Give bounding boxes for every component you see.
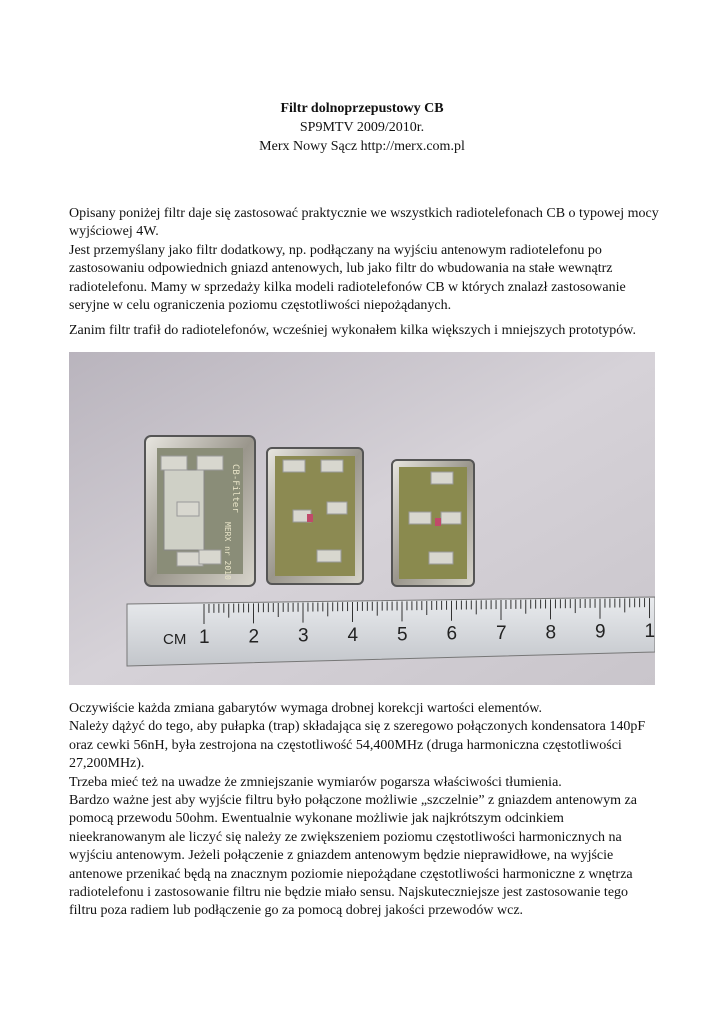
ruler-number: 4: [347, 625, 359, 647]
ruler-number: 9: [595, 621, 606, 643]
prototypes-paragraph: Zanim filtr trafił do radiotelefonów, wcześniej wykonałem kilka większych i mniejszych prototypów.: [69, 323, 636, 338]
filter-prototype-small: [392, 460, 474, 586]
body-sentence-1: Oczywiście każda zmiana gabarytów wymaga drobnej korekcji wartości elementów.: [69, 701, 542, 716]
board-label-cb-filter: CB-Filter: [230, 464, 240, 513]
ruler-unit-label: CM: [163, 631, 187, 648]
body-sentence-2: Należy dążyć do tego, aby pułapka (trap) składająca się z szeregowo połączonych kondensatora 140pF oraz cewki 56nH, była zestrojona na częstotliwość 54,400MHz (druga harmoniczna częstotliwości 27,200MHz).: [69, 719, 646, 772]
intro-paragraph: [69, 205, 659, 315]
document-title: Filtr dolnoprzepustowy CB: [280, 101, 444, 116]
intro-sentence-1: Opisany poniżej filtr daje się zastosować praktycznie we wszystkich radiotelefonach CB o typowej mocy wyjściowej 4W.: [69, 206, 659, 240]
intro-sentence-2: Jest przemyślany jako filtr dodatkowy, np. podłączany na wyjściu antenowym radiotelefonu po zastosowaniu odpowiednich gniazd antenowych, lub jako filtr do wbudowania na stałe wewnątrz radiotelefonu. Mamy w sprzedaży kilka modeli radiotelefonów CB w których znalazł zastosowanie seryjne w celu ograniczenia poziomu częstotliwości niepożądanych.: [69, 242, 626, 314]
board-label-merx: MERX nr 2010: [223, 522, 232, 580]
ruler-number: 7: [496, 623, 507, 645]
body-paragraph: [69, 700, 659, 921]
prototype-filters-photo: [69, 352, 655, 685]
ruler-number: 1: [199, 626, 210, 648]
ruler-number: 6: [446, 623, 458, 645]
filter-prototype-medium: [267, 448, 363, 584]
ruler-number: 8: [545, 622, 557, 644]
company-line: Merx Nowy Sącz http://merx.com.pl: [259, 139, 465, 154]
body-sentence-3: Trzeba mieć też na uwadze że zmniejszanie wymiarów pogarsza właściwości tłumienia.: [69, 774, 562, 790]
body-sentence-4: Bardzo ważne jest aby wyjście filtru było połączone możliwie „szczelnie” z gniazdem antenowym za pomocą przewodu 50ohm. Ewentualnie wykonane możliwie jak najkrótszym odcinkiem nieekranowanym ale liczyć się należy ze zwiększeniem poziomu częstotliwości harmonicznych na wyjściu antenowym. Jeżeli połączenie z gniazdem antenowym będzie nieprawidłowe, na wyjście antenowe przenikać będą na znacznym poziomie niepożądane częstotliwości harmoniczne z wnętrza radiotelefonu i zastosowanie filtru nie będzie miało sensu. Najskuteczniejsze jest zastosowanie tego filtru poza radiem lub podłączenie go za pomocą dobrej jakości przewodów wcz.: [69, 793, 637, 919]
ruler-number: 3: [298, 625, 309, 647]
ruler-number: 5: [397, 624, 408, 646]
author-line: SP9MTV 2009/2010r.: [299, 120, 425, 135]
filter-prototype-large: [145, 436, 255, 586]
ruler-number: 1: [644, 621, 655, 643]
document-header: [0, 99, 724, 156]
ruler-number: 2: [248, 626, 260, 648]
